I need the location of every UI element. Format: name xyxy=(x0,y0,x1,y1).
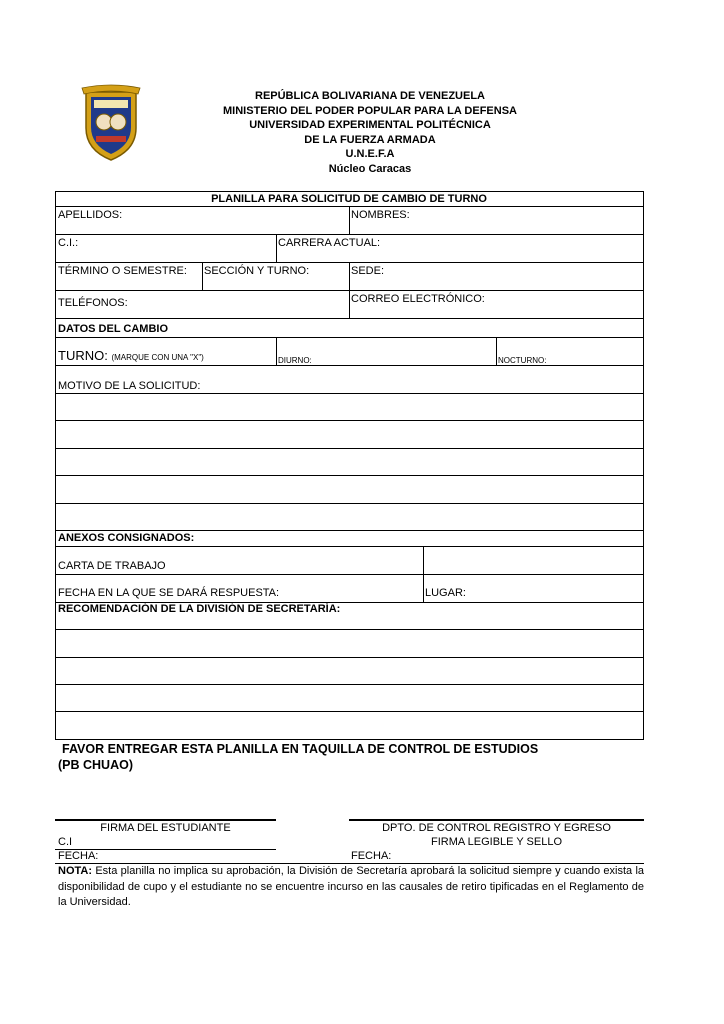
department-signature-subtitle: FIRMA LEGIBLE Y SELLO xyxy=(430,836,563,848)
student-signature-title: FIRMA DEL ESTUDIANTE xyxy=(100,822,231,834)
ci-label: C.I.: xyxy=(58,237,79,249)
university-crest-icon xyxy=(80,84,142,162)
turno-hint: (MARQUE CON UNA "X") xyxy=(111,353,204,362)
lugar-label: LUGAR: xyxy=(425,587,466,599)
delivery-notice xyxy=(58,741,538,773)
telefonos-label: TELÉFONOS: xyxy=(58,297,128,309)
termino-label: TÉRMINO O SEMESTRE: xyxy=(58,265,187,277)
department-fecha-label: FECHA: xyxy=(351,850,392,862)
header-universidad: UNIVERSIDAD EXPERIMENTAL POLITÉCNICA xyxy=(249,119,491,131)
header-ministerio: MINISTERIO DEL PODER POPULAR PARA LA DEFENSA xyxy=(223,104,517,117)
turno-label: TURNO: (MARQUE CON UNA "X") xyxy=(58,348,204,363)
fecha-respuesta-label: FECHA EN LA QUE SE DARÁ RESPUESTA: xyxy=(58,587,280,599)
header-fuerza-armada: DE LA FUERZA ARMADA xyxy=(304,133,436,146)
sede-label: SEDE: xyxy=(351,265,385,277)
apellidos-label: APELLIDOS: xyxy=(58,209,123,221)
notice-line2: (PB CHUAO) xyxy=(58,758,133,772)
student-ci-label: C.I xyxy=(58,836,73,848)
nocturno-label: NOCTURNO: xyxy=(498,356,547,365)
carrera-label: CARRERA ACTUAL: xyxy=(278,237,381,249)
header-unefa: U.N.E.F.A xyxy=(345,148,395,160)
motivo-label: MOTIVO DE LA SOLICITUD: xyxy=(58,380,201,392)
diurno-label: DIURNO: xyxy=(278,356,312,365)
nombres-label: NOMBRES: xyxy=(351,209,410,221)
nota-text xyxy=(58,864,644,911)
carta-trabajo-label: CARTA DE TRABAJO xyxy=(58,560,166,572)
nota-body: Esta planilla no implica su aprobación, la División de Secretaría aprobará la solicitud siempre y cuando exista la disponibilidad de cupo y el estudiante no se encuentre incurso en las causales de retiro tipificadas en el Reglamento de la Universidad. xyxy=(58,865,644,908)
department-signature-title: DPTO. DE CONTROL REGISTRO Y EGRESO xyxy=(382,822,611,834)
form-title: PLANILLA PARA SOLICITUD DE CAMBIO DE TURNO xyxy=(211,193,487,205)
anexos-heading: ANEXOS CONSIGNADOS: xyxy=(58,532,195,544)
correo-label: CORREO ELECTRÓNICO: xyxy=(351,293,485,305)
nota-label: NOTA: xyxy=(58,865,93,877)
header-nucleo: Núcleo Caracas xyxy=(328,162,412,175)
recomendacion-heading: RECOMENDACIÓN DE LA DIVISIÓN DE SECRETARÍA: xyxy=(58,603,341,615)
notice-line1: FAVOR ENTREGAR ESTA PLANILLA EN TAQUILLA DE CONTROL DE ESTUDIOS xyxy=(62,742,539,756)
seccion-label: SECCIÓN Y TURNO: xyxy=(204,265,310,277)
header-republica: REPÚBLICA BOLIVARIANA DE VENEZUELA xyxy=(255,90,485,102)
datos-cambio-heading: DATOS DEL CAMBIO xyxy=(58,323,169,335)
student-fecha-label: FECHA: xyxy=(58,850,99,862)
request-form xyxy=(55,191,644,740)
